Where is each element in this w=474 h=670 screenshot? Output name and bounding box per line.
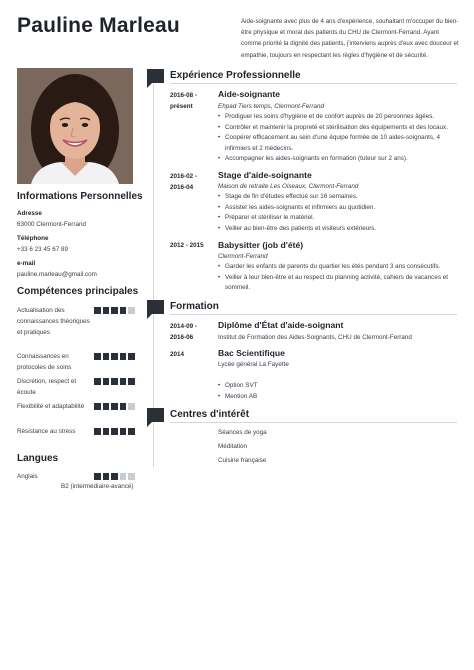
school-name: Institut de Formation des Aides-Soignants, CHU de Clermont-Ferrand — [218, 334, 412, 341]
skill-rating — [94, 307, 135, 314]
rating-square — [128, 378, 135, 385]
rating-square — [94, 307, 101, 314]
employer: Maison de retraite Les Oiseaux, Clermont-Ferrand — [218, 183, 359, 190]
entry-date: 2012 - 2015 — [170, 242, 204, 249]
section-flag-icon — [147, 408, 164, 422]
skill-rating — [94, 428, 135, 435]
job-title: Stage d'aide-soignante — [218, 170, 312, 180]
list-item: • Contrôler et maintenir la propreté et stérilisation des équipements et des locaux. — [218, 123, 458, 134]
skill-rating — [94, 378, 135, 385]
interests-heading: Centres d'intérêt — [170, 409, 250, 420]
rating-square — [103, 307, 110, 314]
rating-square — [120, 378, 127, 385]
section-flag-icon — [147, 300, 164, 314]
rating-square — [120, 473, 127, 480]
address-label: Adresse — [17, 210, 42, 217]
rating-square — [111, 428, 118, 435]
employer: Clermont-Ferrand — [218, 253, 268, 260]
section-rule — [170, 422, 457, 423]
bullet-list — [218, 262, 458, 294]
experience-heading: Expérience Professionnelle — [170, 70, 301, 81]
languages-heading: Langues — [17, 453, 59, 464]
interest-item: Séances de yoga — [218, 429, 267, 436]
language-level: B2 (intermédiaire-avancé) — [61, 483, 134, 490]
list-item: • Garder les enfants de parents du quartier les étés pendant 3 ans consécutifs. — [218, 262, 458, 273]
skill-name: Discrétion, respect et écoute — [17, 378, 77, 397]
personal-info-heading: Informations Personnelles — [17, 191, 143, 202]
rating-square — [128, 307, 135, 314]
rating-square — [111, 473, 118, 480]
skill-name: Résistance au stress — [17, 428, 76, 435]
rating-square — [111, 353, 118, 360]
phone-value: +33 6 23 45 67 89 — [17, 246, 68, 253]
interest-item: Cuisine française — [218, 457, 267, 464]
list-item: • Prodiguer les soins d'hygiène et de confort auprès de 20 personnes âgées. — [218, 112, 458, 123]
language-rating — [94, 473, 135, 480]
rating-square — [94, 473, 101, 480]
job-title: Babysitter (job d'été) — [218, 240, 304, 250]
entry-date: 2014-09 - 2016-06 — [170, 323, 197, 342]
rating-square — [103, 428, 110, 435]
education-heading: Formation — [170, 301, 219, 312]
list-item: • Préparer et stériliser le matériel. — [218, 213, 458, 224]
skill-name: Connaissances en protocoles de soins — [17, 353, 72, 372]
section-rule — [170, 314, 457, 315]
rating-square — [128, 473, 135, 480]
profile-summary: Aide-soignante avec plus de 4 ans d'expérience, souhaitant m'occuper du bien-être physique et moral des patients du CHU de Clermont-Ferrand. Ayant comme priorité la dignité des patients, j'interviens auprès d'eux avec douceur et empathie, toujours en respectant les règles d'hygiène et de sécurité. — [241, 18, 459, 59]
skill-name: Actualisation des connaissances théoriques et pratiques — [17, 307, 90, 337]
rating-square — [94, 353, 101, 360]
degree-title: Bac Scientifique — [218, 348, 285, 358]
list-item: • Veiller au bien-être des patients et visiteurs extérieurs. — [218, 224, 458, 235]
job-title: Aide-soignante — [218, 89, 281, 99]
rating-square — [94, 428, 101, 435]
language-name: Anglais — [17, 473, 38, 480]
rating-square — [111, 378, 118, 385]
rating-square — [128, 428, 135, 435]
rating-square — [111, 307, 118, 314]
list-item: • Veiller à leur bien-être et au respect du planning activité, cahiers de vacances et sommeil. — [218, 273, 458, 294]
portrait-illustration — [17, 68, 133, 184]
rating-square — [94, 378, 101, 385]
rating-square — [94, 403, 101, 410]
skill-name: Flexibilité et adaptabilité — [17, 403, 85, 410]
list-item: • Coopérer efficacement au sein d'une équipe formée de 10 aides-soignants, 4 infirmiers et 2 médecins. — [218, 133, 458, 154]
skill-rating — [94, 353, 135, 360]
email-label: e-mail — [17, 260, 36, 267]
list-item: • Assister les aides-soignants et infirmiers au quotidien. — [218, 203, 458, 214]
address-value: 63000 Clermont-Ferrand — [17, 221, 86, 228]
phone-label: Téléphone — [17, 235, 49, 242]
rating-square — [103, 403, 110, 410]
rating-square — [103, 473, 110, 480]
candidate-name: Pauline Marleau — [17, 14, 180, 37]
rating-square — [120, 353, 127, 360]
school-name: Lycée général La Fayette — [218, 361, 289, 368]
list-item: • Accompagner les aides-soignants en formation (tuteur sur 2 ans). — [218, 154, 458, 165]
rating-square — [103, 378, 110, 385]
email-value: pauline.marleau@gmail.com — [17, 271, 97, 278]
rating-square — [128, 403, 135, 410]
rating-square — [111, 403, 118, 410]
bullet-list — [218, 112, 458, 165]
degree-title: Diplôme d'État d'aide-soignant — [218, 320, 344, 330]
list-item: • Option SVT — [218, 381, 458, 392]
list-item: • Mention AB — [218, 392, 458, 403]
profile-photo — [17, 68, 133, 184]
skills-heading: Compétences principales — [17, 286, 139, 297]
interest-item: Méditation — [218, 443, 248, 450]
skill-rating — [94, 403, 135, 410]
section-rule — [170, 83, 457, 84]
rating-square — [120, 307, 127, 314]
bullet-list — [218, 192, 458, 234]
rating-square — [128, 353, 135, 360]
entry-date: 2016-02 - 2016-04 — [170, 173, 197, 192]
employer: Ehpad Tiers temps, Clermont-Ferrand — [218, 103, 324, 110]
list-item: • Stage de fin d'études effectué sur 16 semaines. — [218, 192, 458, 203]
entry-date: 2016-08 - présent — [170, 92, 197, 111]
section-flag-icon — [147, 69, 164, 83]
entry-date: 2014 — [170, 351, 185, 358]
rating-square — [103, 353, 110, 360]
rating-square — [120, 403, 127, 410]
rating-square — [120, 428, 127, 435]
bullet-list — [218, 381, 458, 402]
